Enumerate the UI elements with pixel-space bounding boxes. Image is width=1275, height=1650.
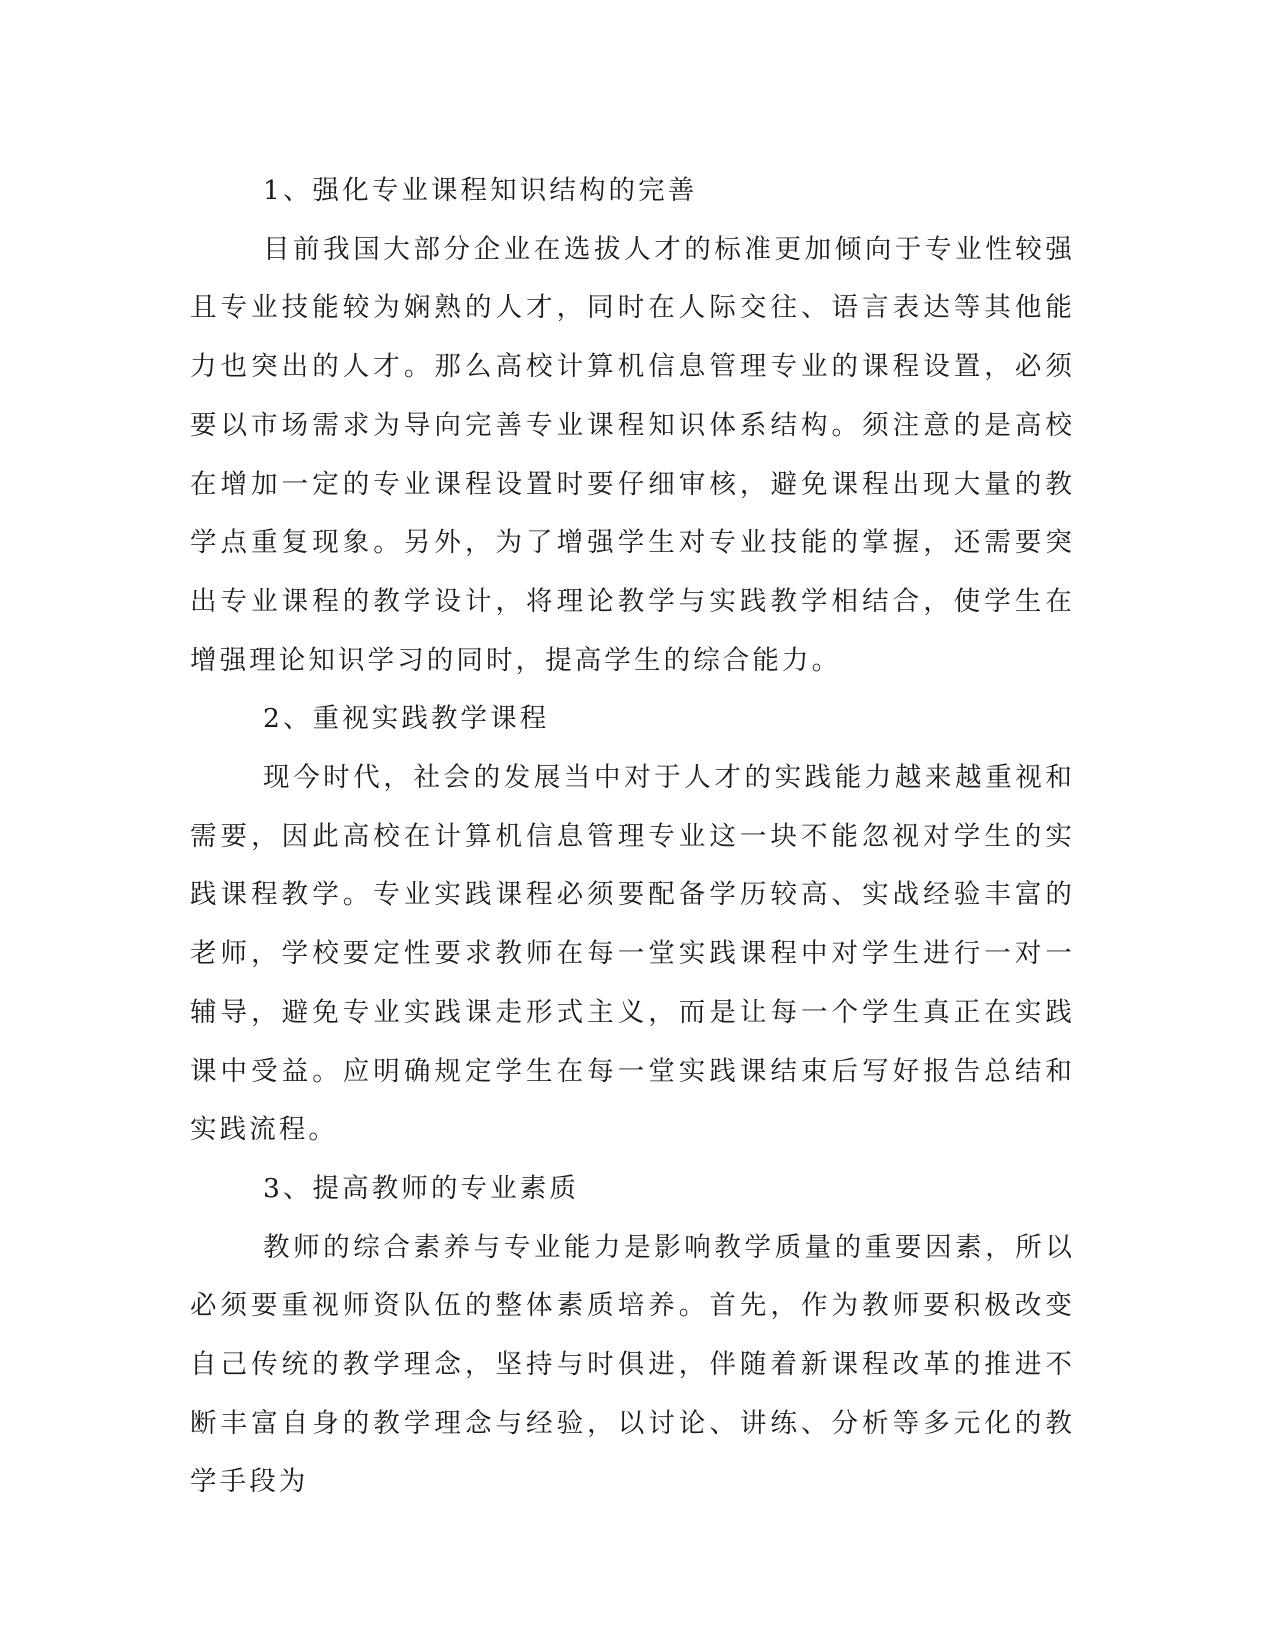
section-heading-2: 2、重视实践教学课程: [263, 703, 550, 735]
section-heading-3: 3、提高教师的专业素质: [263, 1172, 579, 1204]
section-paragraph-1: 目前我国大部分企业在选拔人才的标准更加倾向于专业性较强且专业技能较为娴熟的人才，同时在人际交往、语言表达等其他能力也突出的人才。那么高校计算机信息管理专业的课程设置，必须要以市场需求为导向完善专业课程知识体系结构。须注意的是高校在增加一定的专业课程设置时要仔细审核，避免课程出现大量的教学点重复现象。另外，为了增强学生对专业技能的掌握，还需要突出专业课程的教学设计，将理论教学与实践教学相结合，使学生在增强理论知识学习的同时，提高学生的综合能力。: [190, 233, 1075, 676]
section-paragraph-2: 现今时代，社会的发展当中对于人才的实践能力越来越重视和需要，因此高校在计算机信息管理专业这一块不能忽视对学生的实践课程教学。专业实践课程必须要配备学历较高、实战经验丰富的老师，学校要定性要求教师在每一堂实践课程中对学生进行一对一辅导，避免专业实践课走形式主义，而是让每一个学生真正在实践课中受益。应明确规定学生在每一堂实践课结束后写好报告总结和实践流程。: [190, 762, 1075, 1146]
section-heading-1: 1、强化专业课程知识结构的完善: [263, 175, 698, 206]
section-paragraph-3: 教师的综合素养与专业能力是影响教学质量的重要因素，所以必须要重视师资队伍的整体素质培养。首先，作为教师要积极改变自己传统的教学理念，坚持与时俱进，伴随着新课程改革的推进不断丰富自身的教学理念与经验，以讨论、讲练、分析等多元化的教学手段为: [190, 1231, 1075, 1498]
document-body: [190, 162, 1075, 1512]
